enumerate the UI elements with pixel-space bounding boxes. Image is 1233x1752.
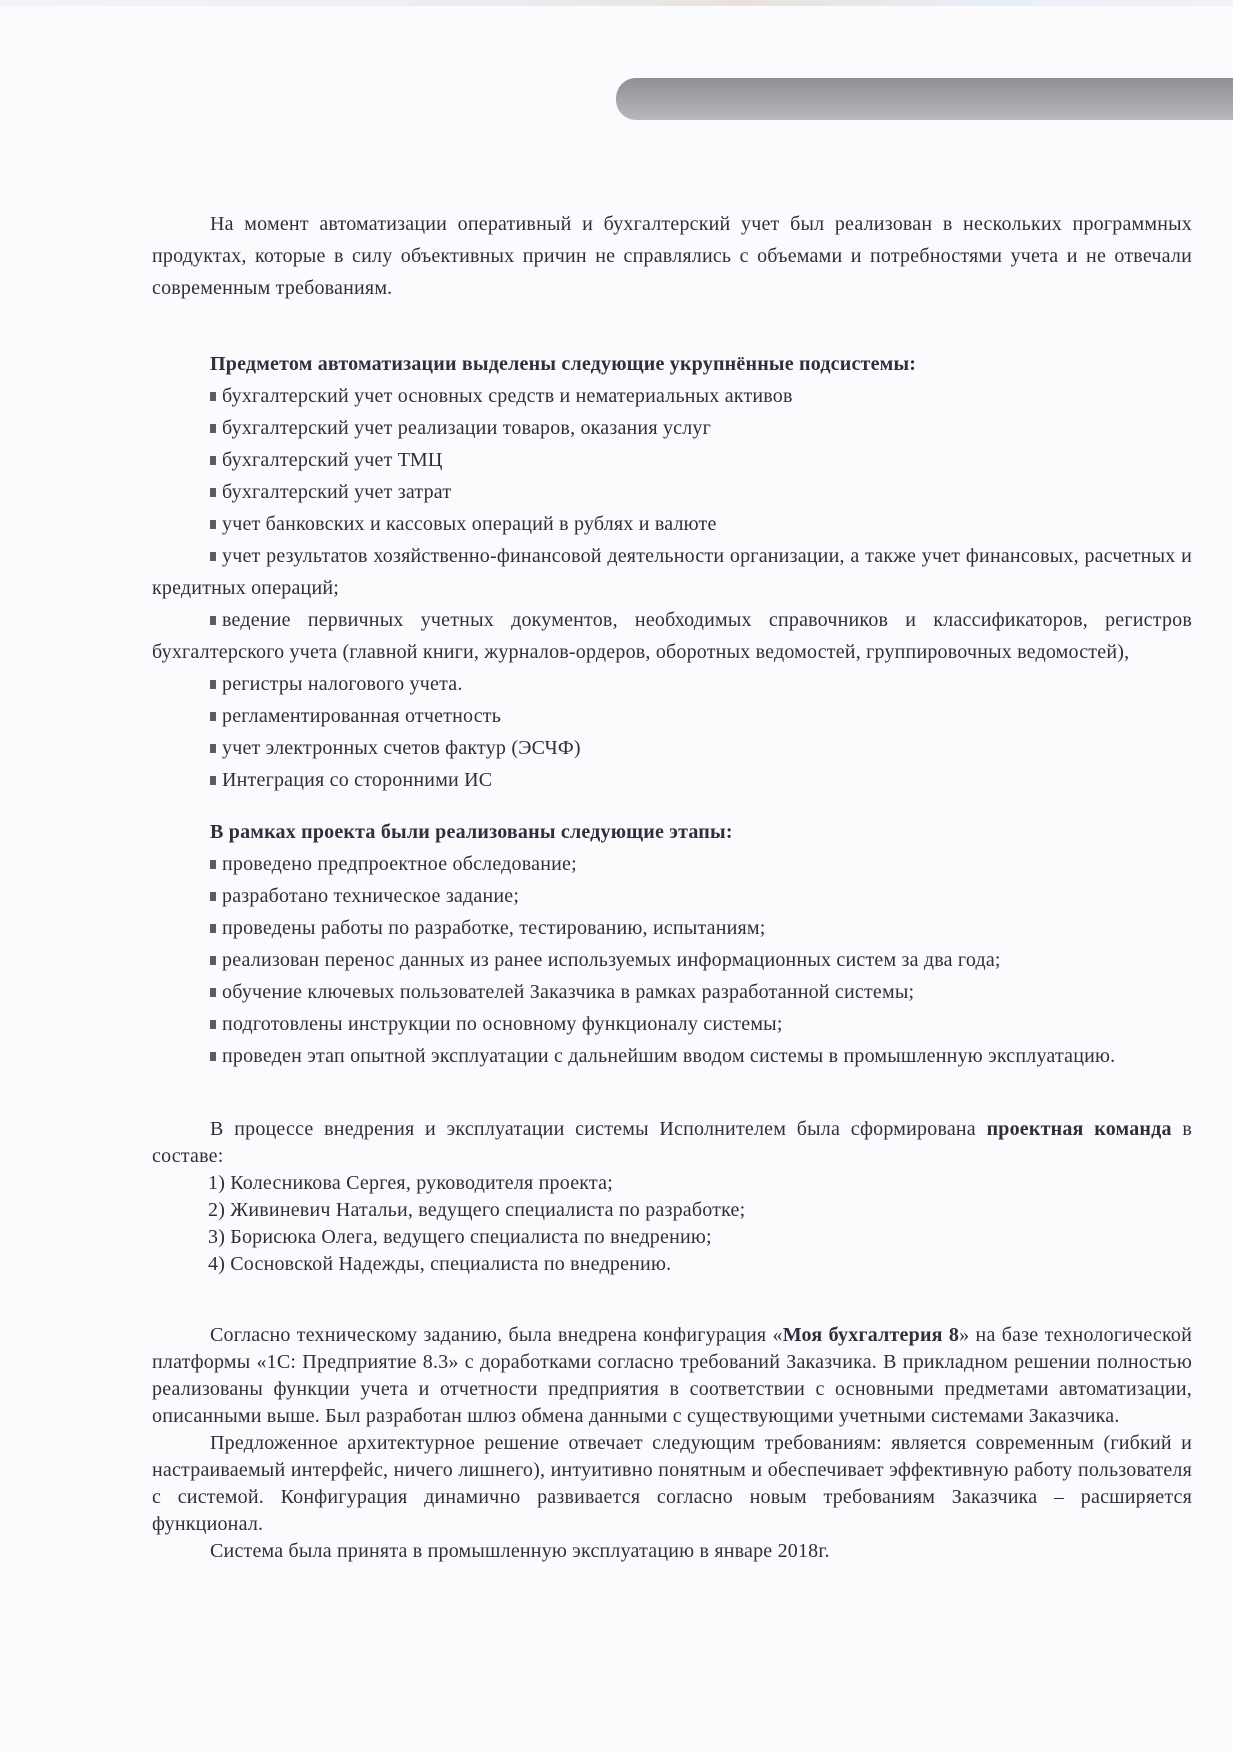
team-intro: В процессе внедрения и эксплуатации системы Исполнителем была сформирована проектная команда в составе: <box>152 1118 1192 1167</box>
list-item: бухгалтерский учет основных средств и нематериальных активов <box>152 380 1192 412</box>
bullet-icon <box>210 520 216 529</box>
list-item: обучение ключевых пользователей Заказчика в рамках разработанной системы; <box>152 976 1192 1008</box>
acceptance-paragraph: Система была принята в промышленную эксплуатацию в январе 2018г. <box>210 1540 830 1562</box>
bullet-icon <box>210 488 216 497</box>
team-member: 2) Живиневич Натальи, ведущего специалиста по разработке; <box>208 1199 746 1221</box>
list-item: подготовлены инструкции по основному функционалу системы; <box>152 1008 1192 1040</box>
list-item: Интеграция со сторонними ИС <box>152 764 1192 796</box>
bullet-icon <box>210 776 216 785</box>
header-decorative-bar <box>616 78 1233 120</box>
scan-top-edge <box>0 0 1233 6</box>
list-item: регламентированная отчетность <box>152 700 1192 732</box>
list-item: проведено предпроектное обследование; <box>152 848 1192 880</box>
architecture-paragraph: Предложенное архитектурное решение отвечает следующим требованиям: является современным (гибкий и настраиваемый интерфейс, ничего лишнего), интуитивно понятным и обеспечивает эффективную работу пользователя с системой. Конфигурация динамично развивается согласно новым требованиям Заказчика – расширяется функционал. <box>152 1432 1192 1535</box>
bullet-icon <box>210 860 216 869</box>
list-item: учет банковских и кассовых операций в рублях и валюте <box>152 508 1192 540</box>
bullet-icon <box>210 924 216 933</box>
bullet-icon <box>210 616 216 625</box>
list-item: реализован перенос данных из ранее используемых информационных систем за два года; <box>152 944 1192 976</box>
bullet-icon <box>210 552 216 561</box>
intro-paragraph: На момент автоматизации оперативный и бухгалтерский учет был реализован в нескольких программных продуктах, которые в силу объективных причин не справлялись с объемами и потребностями учета и не отвечали современным требованиям. <box>152 213 1192 299</box>
team-member: 3) Борисюка Олега, ведущего специалиста по внедрению; <box>208 1226 712 1248</box>
list-item: бухгалтерский учет затрат <box>152 476 1192 508</box>
list-item: бухгалтерский учет ТМЦ <box>152 444 1192 476</box>
stages-list <box>152 848 1192 1072</box>
bullet-icon <box>210 1052 216 1061</box>
bullet-icon <box>210 424 216 433</box>
list-item: проведены работы по разработке, тестированию, испытаниям; <box>152 912 1192 944</box>
bullet-icon <box>210 712 216 721</box>
team-member: 1) Колесникова Сергея, руководителя проекта; <box>208 1172 613 1194</box>
team-member: 4) Сосновской Надежды, специалиста по внедрению. <box>208 1253 672 1275</box>
subsystems-list <box>152 380 1192 796</box>
bullet-icon <box>210 956 216 965</box>
list-item: регистры налогового учета. <box>152 668 1192 700</box>
list-item: бухгалтерский учет реализации товаров, оказания услуг <box>152 412 1192 444</box>
list-item: учет результатов хозяйственно-финансовой деятельности организации, а также учет финансовых, расчетных и кредитных операций; <box>152 545 1192 599</box>
list-item: проведен этап опытной эксплуатации с дальнейшим вводом системы в промышленную эксплуатацию. <box>152 1040 1192 1072</box>
bullet-icon <box>210 456 216 465</box>
bullet-icon <box>210 892 216 901</box>
document-body <box>152 208 1192 1565</box>
list-item: учет электронных счетов фактур (ЭСЧФ) <box>152 732 1192 764</box>
config-paragraph: Согласно техническому заданию, была внедрена конфигурация «Моя бухгалтерия 8» на базе технологической платформы «1С: Предприятие 8.3» с доработками согласно требований Заказчика. В прикладном решении полностью реализованы функции учета и отчетности предприятия в соответствии с основными предметами автоматизации, описанными выше. Был разработан шлюз обмена данными с существующими учетными системами Заказчика. <box>152 1324 1192 1427</box>
bullet-icon <box>210 744 216 753</box>
bullet-icon <box>210 680 216 689</box>
team-list <box>152 1170 1192 1278</box>
subsystems-heading: Предметом автоматизации выделены следующие укрупнённые подсистемы: <box>210 353 917 375</box>
list-item: ведение первичных учетных документов, необходимых справочников и классификаторов, регистров бухгалтерского учета (главной книги, журналов-ордеров, оборотных ведомостей, группировочных ведомостей), <box>152 609 1192 663</box>
list-item: разработано техническое задание; <box>152 880 1192 912</box>
bullet-icon <box>210 392 216 401</box>
stages-heading: В рамках проекта были реализованы следующие этапы: <box>210 821 733 843</box>
bullet-icon <box>210 1020 216 1029</box>
bullet-icon <box>210 988 216 997</box>
